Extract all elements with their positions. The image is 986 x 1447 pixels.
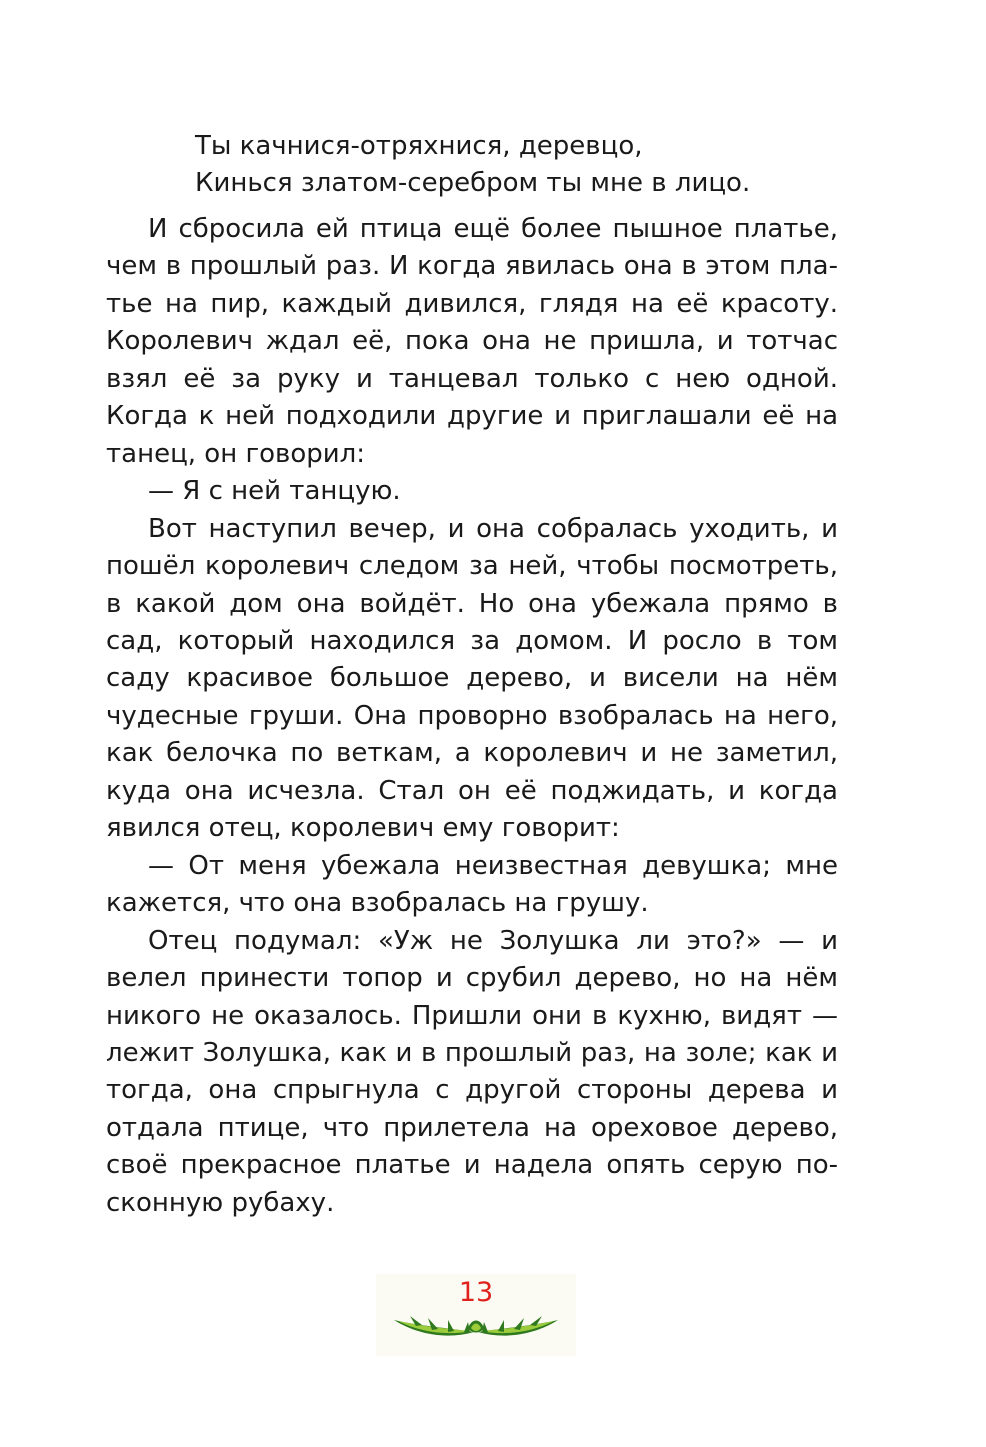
verse-line: Ты качнися-отряхнися, деревцо, <box>195 131 643 161</box>
paragraph: Отец подумал: «Уж не Золушка ли это?» — и велел принести топор и срубил дерево, но на нём никого не оказалось. Пришли они в кухню, видят — лежит Золушка, как и в прошлый раз, на золе; как и тогда, она спрыгнула с другой стороны дерева и отдала птице, что прилетела на ореховое дерево, своё прекрасное платье и надела опять серую посконную рубаху. <box>106 925 838 1218</box>
prose-block <box>106 211 838 1222</box>
page-number: 13 <box>458 1277 494 1308</box>
dialogue-line: — От меня убежала неизвестная девушка; мне кажется, что она взобралась на грушу. <box>106 850 838 919</box>
dialogue-line: — Я с ней танцую. <box>148 476 401 507</box>
verse-block <box>195 128 750 202</box>
paragraph: И сбросила ей птица ещё более пышное платье, чем в прошлый раз. И когда явилась она в этом платье на пир, каждый дивился, глядя на её красоту. Королевич ждал её, пока она не пришла, и тотчас взял её за руку и танцевал только с нею одной. Когда к ней подходили другие и приглашали её на танец, он говорил: <box>106 214 838 469</box>
page-footer-ornament <box>376 1274 576 1356</box>
paragraph: Вот наступил вечер, и она собралась уходить, и пошёл королевич следом за ней, чтобы посмотреть, в какой дом она войдёт. Но она убежала прямо в сад, который находился за домом. И росло в том саду красивое большое дерево, и висели на нём чудесные груши. Она проворно взобралась на него, как белочка по веткам, а королевич и не заметил, куда она исчезла. Стал он её поджидать, и когда явился отец, королевич ему говорит: <box>106 513 838 844</box>
verse-line: Кинься златом-серебром ты мне в лицо. <box>195 168 751 198</box>
leaf-garland-icon <box>386 1304 566 1344</box>
